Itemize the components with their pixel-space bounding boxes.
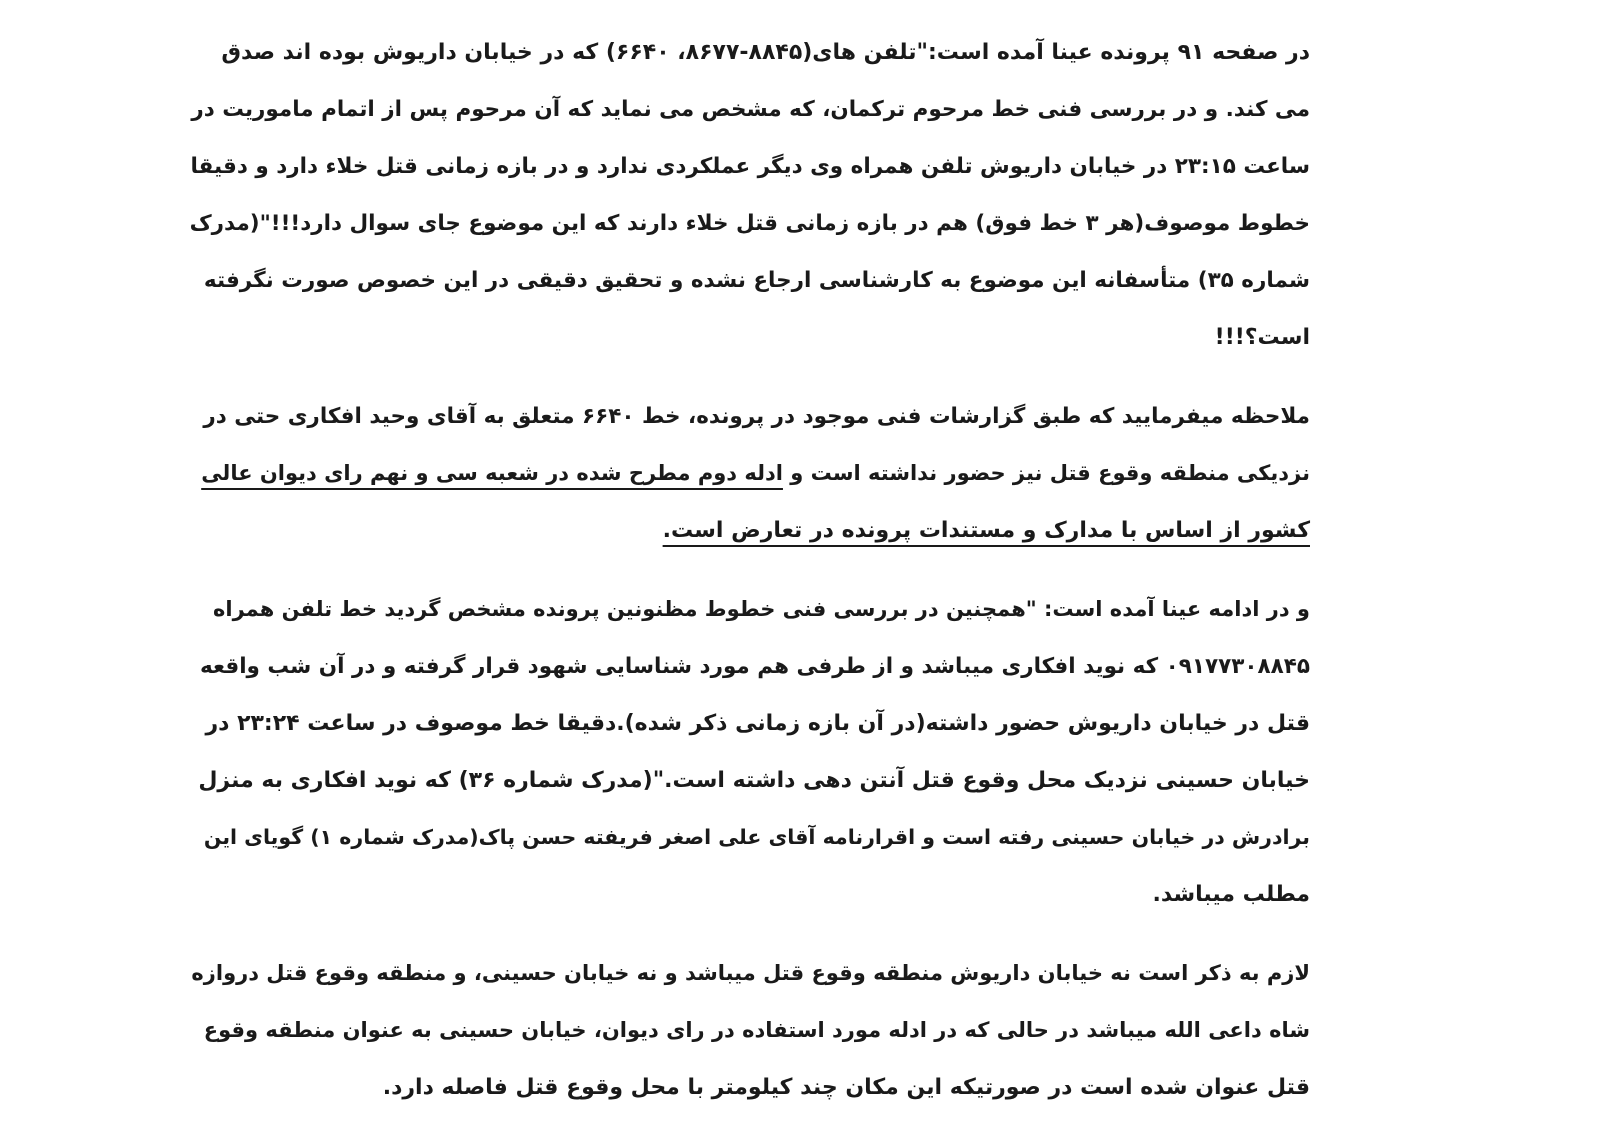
text-line: ساعت ۲۳:۱۵ در خیابان داریوش تلفن همراه وی دیگر عملکردی ندارد و در بازه زمانی قتل خلاء دارد و دقیقا	[190, 154, 1310, 179]
text-line: ۰۹۱۷۷۳۰۸۸۴۵ که نوید افکاری میباشد و از طرفی هم مورد شناسایی شهود قرار گرفته و در آن شب واقعه	[199, 654, 1310, 679]
text-line: ملاحظه میفرمایید که طبق گزارشات فنی موجود در پرونده، خط ۶۶۴۰ متعلق به آقای وحید افکاری حتی در	[203, 404, 1310, 429]
text-line: قتل عنوان شده است در صورتیکه این مکان چند کیلومتر با محل وقوع قتل فاصله دارد.	[382, 1075, 1310, 1100]
paragraph-phone-records	[190, 24, 1310, 366]
text-line: شماره ۳۵) متأسفانه این موضوع به کارشناسی ارجاع نشده و تحقیق دقیقی در این خصوص صورت نگرفته	[203, 268, 1310, 293]
text-line: برادرش در خیابان حسینی رفته است و اقرارنامه آقای علی اصغر فریفته حسن پاک(مدرک شماره ۱) گویای این	[203, 825, 1310, 849]
underlined-text: ادله دوم مطرح شده در شعبه سی و نهم رای دیوان عالی	[201, 461, 783, 485]
paragraph-technical-reports	[190, 388, 1310, 559]
underlined-text: کشور از اساس با مدارک و مستندات پرونده در تعارض است.	[662, 518, 1310, 543]
paragraph-suspect-lines	[190, 581, 1310, 923]
text-line: لازم به ذکر است نه خیابان داریوش منطقه وقوع قتل میباشد و نه خیابان حسینی، و منطقه وقوع قتل دروازه	[191, 961, 1310, 985]
text-line: است؟!!!	[1214, 325, 1310, 350]
text-line: شاه داعی الله میباشد در حالی که در ادله مورد استفاده در رای دیوان، خیابان حسینی به عنوان منطقه وقوع	[203, 1018, 1310, 1042]
text-line: مطلب میباشد.	[1152, 882, 1310, 907]
text-line: می کند. و در بررسی فنی خط مرحوم ترکمان، که مشخص می نماید که آن مرحوم پس از اتمام ماموریت در	[191, 97, 1310, 122]
text-line: و در ادامه عینا آمده است: "همچنین در بررسی فنی خطوط مظنونین پرونده مشخص گردید خط تلفن همراه	[213, 597, 1310, 621]
text-line: خیابان حسینی نزدیک محل وقوع قتل آنتن دهی داشته است."(مدرک شماره ۳۶) که نوید افکاری به منزل	[198, 768, 1310, 793]
text-line	[190, 502, 1310, 559]
text-line: قتل در خیابان داریوش حضور داشته(در آن بازه زمانی ذکر شده).دقیقا خط موصوف در ساعت ۲۳:۲۴ در	[205, 711, 1310, 736]
text-line: در صفحه ۹۱ پرونده عینا آمده است:"تلفن های(۸۸۴۵-۸۶۷۷، ۶۶۴۰) که در خیابان داریوش بوده اند صدق	[221, 40, 1310, 65]
text-segment: نزدیکی منطقه وقوع قتل نیز حضور نداشته است و	[782, 461, 1310, 485]
text-line	[190, 445, 1310, 502]
text-line: خطوط موصوف(هر ۳ خط فوق) هم در بازه زمانی قتل خلاء دارند که این موضوع جای سوال دارد!!!"(مدرک	[189, 211, 1310, 236]
paragraph-crime-location	[190, 945, 1310, 1116]
